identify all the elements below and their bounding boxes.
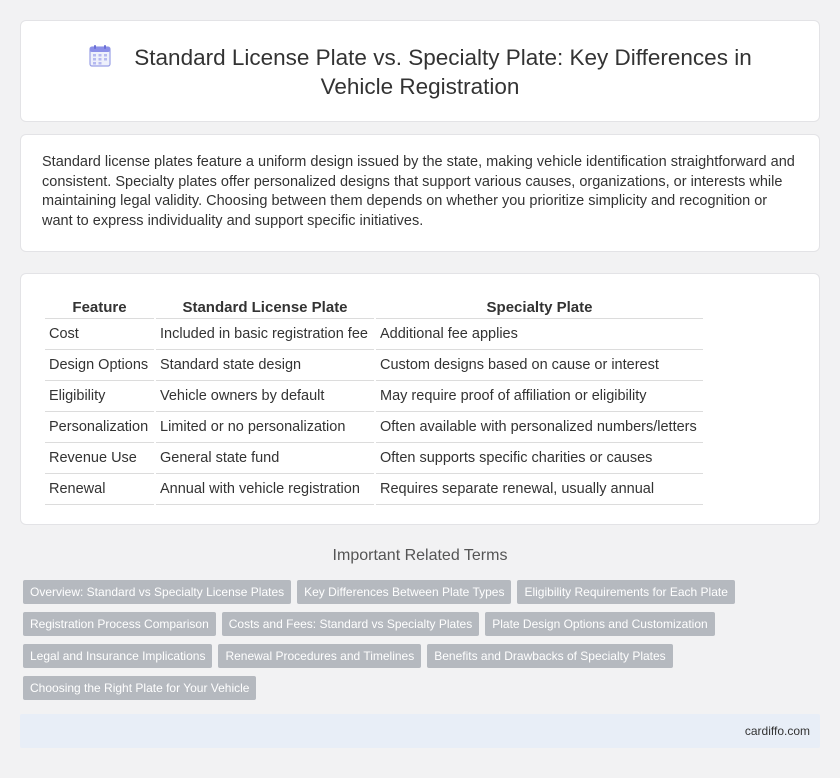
tag-row xyxy=(23,676,823,708)
table-row xyxy=(45,350,703,381)
calendar-icon xyxy=(88,44,112,68)
related-term-tag[interactable]: Benefits and Drawbacks of Specialty Plates xyxy=(427,644,672,668)
comparison-table xyxy=(43,296,705,505)
column-header-specialty: Specialty Plate xyxy=(376,296,703,319)
related-term-tag[interactable]: Registration Process Comparison xyxy=(23,612,216,636)
table-row xyxy=(45,381,703,412)
table-cell: May require proof of affiliation or eligibility xyxy=(376,381,703,412)
column-header-feature: Feature xyxy=(45,296,154,319)
page-title xyxy=(21,43,819,101)
related-term-tag[interactable]: Key Differences Between Plate Types xyxy=(297,580,511,604)
table-cell: Revenue Use xyxy=(45,443,154,474)
table-cell: Annual with vehicle registration xyxy=(156,474,374,505)
table-cell: Included in basic registration fee xyxy=(156,319,374,350)
related-term-tag[interactable]: Costs and Fees: Standard vs Specialty Plates xyxy=(222,612,479,636)
table-cell: General state fund xyxy=(156,443,374,474)
table-header-row xyxy=(45,296,703,319)
comparison-table-card xyxy=(20,273,820,525)
title-line-1: Standard License Plate vs. Specialty Plate: Key Differences in xyxy=(134,45,752,70)
table-cell: Eligibility xyxy=(45,381,154,412)
footer-site-link[interactable]: cardiffo.com xyxy=(744,724,810,738)
footer xyxy=(20,714,820,748)
table-cell: Additional fee applies xyxy=(376,319,703,350)
tag-row xyxy=(23,580,823,612)
related-terms-heading: Important Related Terms xyxy=(332,547,508,564)
table-cell: Often available with personalized numbers/letters xyxy=(376,412,703,443)
tag-row xyxy=(23,612,823,644)
related-term-tag[interactable]: Overview: Standard vs Specialty License Plates xyxy=(23,580,291,604)
table-cell: Design Options xyxy=(45,350,154,381)
table-cell: Requires separate renewal, usually annual xyxy=(376,474,703,505)
related-term-tag[interactable]: Renewal Procedures and Timelines xyxy=(218,644,421,668)
intro-text: Standard license plates feature a uniform design issued by the state, making vehicle identification straightforward and consistent. Specialty plates offer personalized designs that support various causes, organizations, or interests while maintaining legal validity. Choosing between them depends on whether you prioritize simplicity and recognition or want to express individuality and support specific initiatives. xyxy=(42,154,795,229)
table-row xyxy=(45,412,703,443)
table-row xyxy=(45,319,703,350)
title-line-2: Vehicle Registration xyxy=(320,74,520,99)
table-cell: Custom designs based on cause or interest xyxy=(376,350,703,381)
intro-card xyxy=(20,134,820,252)
table-row xyxy=(45,474,703,505)
table-cell: Personalization xyxy=(45,412,154,443)
related-term-tag[interactable]: Plate Design Options and Customization xyxy=(485,612,714,636)
related-term-tag[interactable]: Eligibility Requirements for Each Plate xyxy=(517,580,734,604)
related-terms-tags xyxy=(23,580,823,708)
table-row xyxy=(45,443,703,474)
table-cell: Vehicle owners by default xyxy=(156,381,374,412)
table-cell: Renewal xyxy=(45,474,154,505)
table-cell: Cost xyxy=(45,319,154,350)
tag-row xyxy=(23,644,823,676)
table-cell: Limited or no personalization xyxy=(156,412,374,443)
related-term-tag[interactable]: Legal and Insurance Implications xyxy=(23,644,212,668)
header-card xyxy=(20,20,820,122)
column-header-standard: Standard License Plate xyxy=(156,296,374,319)
related-term-tag[interactable]: Choosing the Right Plate for Your Vehicle xyxy=(23,676,256,700)
table-cell: Standard state design xyxy=(156,350,374,381)
table-cell: Often supports specific charities or causes xyxy=(376,443,703,474)
